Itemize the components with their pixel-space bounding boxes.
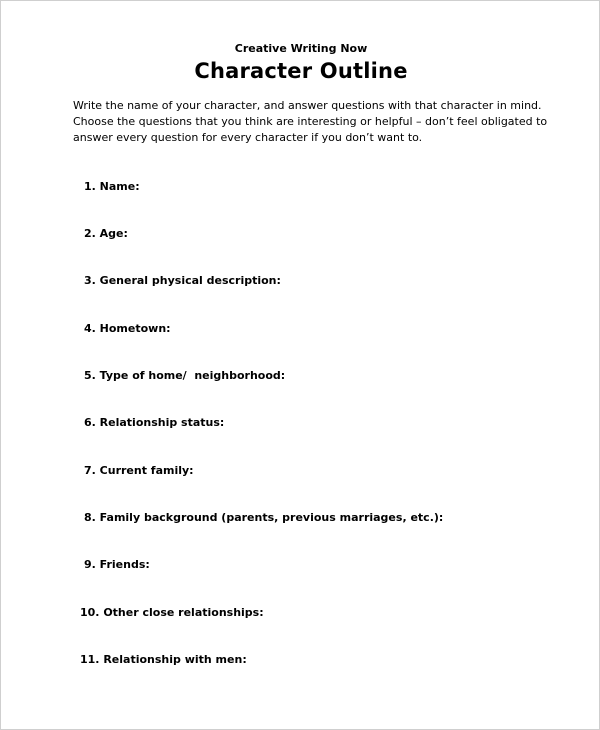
question-current-family: 7. Current family: [84, 464, 194, 477]
document-subtitle: Creative Writing Now [234, 42, 368, 55]
page-title: Character Outline [194, 59, 408, 83]
question-physical-description: 3. General physical description: [84, 274, 281, 287]
question-family-background: 8. Family background (parents, previous marriages, etc.): [84, 511, 444, 524]
question-hometown: 4. Hometown: [84, 322, 171, 335]
intro-paragraph [73, 98, 553, 146]
question-home-type: 5. Type of home/ neighborhood: [84, 369, 286, 382]
intro-line-2: Choose the questions that you think are interesting or helpful – don’t feel obligated to [73, 115, 548, 128]
question-other-relationships: 10. Other close relationships: [80, 606, 264, 619]
question-relationship-with-men: 11. Relationship with men: [80, 653, 247, 666]
question-friends: 9. Friends: [84, 558, 150, 571]
intro-line-1: Write the name of your character, and answer questions with that character in mind. [73, 99, 542, 112]
question-name: 1. Name: [84, 180, 140, 193]
question-age: 2. Age: [84, 227, 128, 240]
intro-line-3: answer every question for every character if you don’t want to. [73, 131, 423, 144]
question-relationship-status: 6. Relationship status: [84, 416, 225, 429]
